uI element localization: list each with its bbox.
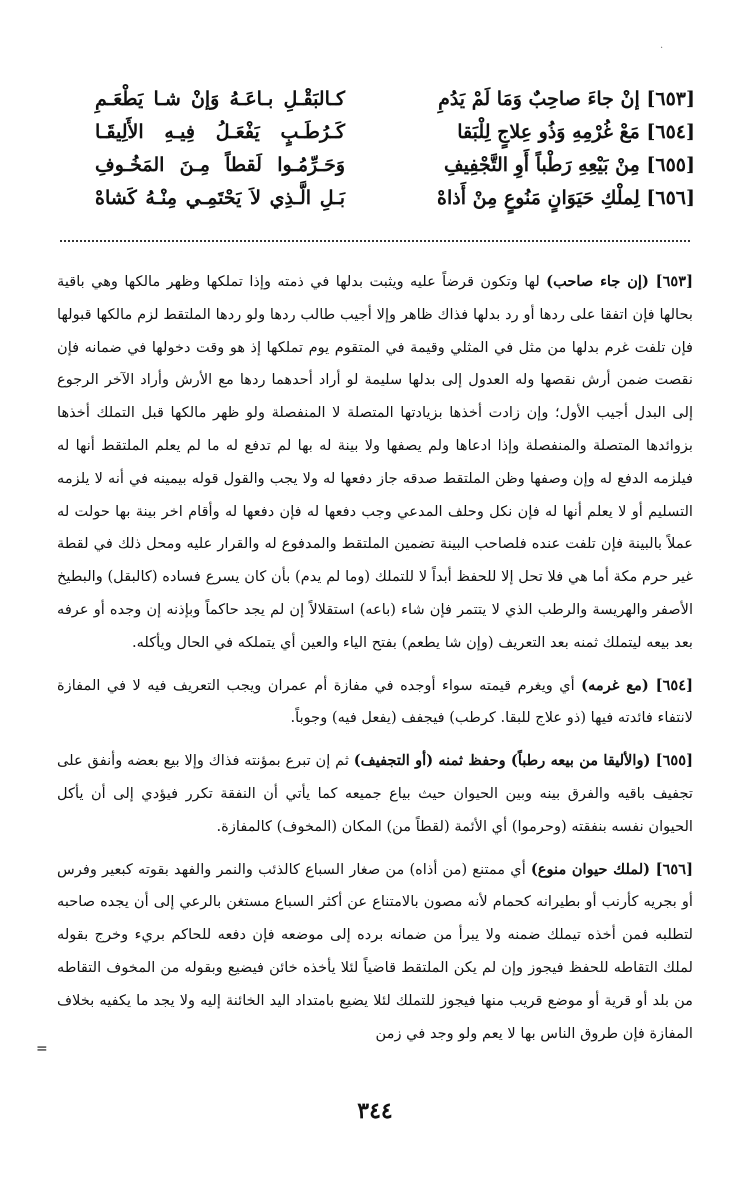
verse-second-hemistich: كـالبَقْـلِ بـاعَـهُ وَإنْ شـا يَطْعَـمِ bbox=[95, 87, 345, 110]
verse-line bbox=[95, 148, 695, 181]
commentary-block bbox=[57, 266, 693, 1050]
verse-second-hemistich: بَـلِ الَّـذِي لاَ يَحْتَمِـي مِنْـهُ كَشاهْ bbox=[95, 186, 345, 209]
commentary-paragraph bbox=[57, 745, 693, 843]
commentary-paragraph bbox=[57, 670, 693, 736]
verse-first-hemistich: [٦٥٣] إنْ جاءَ صاحِبٌ وَمَا لَمْ يَدُمِ bbox=[438, 87, 695, 110]
page-number: ٣٤٤ bbox=[357, 1098, 393, 1124]
commentary-paragraph bbox=[57, 854, 693, 1051]
verse-second-hemistich: كَـرُطَـبٍ يَفْعَـلُ فِيـهِ الأَلِيقَـا bbox=[95, 120, 345, 143]
verse-line bbox=[95, 115, 695, 148]
verse-first-hemistich: [٦٥٦] لِملْكِ حَيَوَانٍ مَنُوعٍ مِنْ أَذاهْ bbox=[437, 186, 695, 209]
paragraph-heading: [٦٥٥] (والأليقا من بيعه رطباً) وحفظ ثمنه (أو التجفيف) bbox=[353, 752, 693, 770]
commentary-paragraph bbox=[57, 266, 693, 660]
paragraph-text: لها وتكون قرضاً عليه ويثبت بدلها في ذمته وإذا تملكها وظهر مالكها وهي باقية بحالها فإن اتفقا على ردها أو رد بدلها فذاك ظاهر وإلا أجيب طالب ردها ولو ردها الملتقط لزم مالكها قبولها فإن تلفت غرم بدلها من مثل في المثلي وقيمة في المتقوم يوم تملكها إذ هو وقت دخولها في ضمانه فإن نقصت ضمن أرش نقصها وله العدول إلى بدلها سليمة لو أراد أحدهما ردها مع الأرش وأراد الآخر الرجوع إلى البدل أجيب الأول؛ وإن زادت أخذها بزيادتها المتصلة لا المنفصلة ولو ظهر مالكها قبل التملك أخذها بزوائدها المتصلة والمنفصلة وإذا ادعاها ولم يصفها ولا بينة له بها لم تدفع له ما لم يعلم الملتقط أنها له فيلزمه الدفع له وإن وصفها وظن الملتقط صدقه جاز دفعها له ولا يجب والقول قوله بيمينه في أنه لا يلزمه التسليم أو لا يعلم أنها له فإن نكل وحلف المدعي وجب دفعها له فإن دفعها له وأقام اخر بينة بها حولت له عملاً بالبينة فإن تلفت عنده فلصاحب البينة تضمين الملتقط والمدفوع له والقرار عليه ومحل ذلك في لقطة غير حرم مكة أما هي فلا تحل إلا للحفظ أبداً لا للتملك (وما لم يدم) بأن كان يسرع فساده (كالبقل) والبطيخ الأصفر والهريسة والرطب الذي لا يتتمر فإن شاء (باعه) استقلالاً إن لم يجد حاكماً وبإذنه إن وجده أو عرفه بعد بيعه ليتملك ثمنه بعد التعريف (وإن شا يطعم) بفتح الياء والعين أي يتملكه في الحال ويأكله. bbox=[57, 273, 693, 651]
poem-block bbox=[95, 82, 695, 214]
verse-first-hemistich: [٦٥٥] مِنْ بَيْعِهِ رَطْباً أَوِ التَّجْفِيفِ bbox=[443, 153, 695, 176]
dotted-separator bbox=[60, 240, 690, 242]
paragraph-text: أي ممتنع (من أذاه) من صغار السباع كالذئب والنمر والفهد بقوته كبعير وفرس أو بجريه كأرنب أو بطيرانه كحمام لأنه مصون بالامتناع عن أكثر السباع مستغن بالرعي إلى أن يجده صاحبه لتطلبه فمن أخذه تيملك ضمنه ولا يبرأ من ضمانه برده إلى موضعه فإن دفعه للحاكم بريء وخرج بقوله لملك التقاطه للحفظ فيجوز وإن لم يكن الملتقط قاضياً لئلا يأخذه خائن فيضيع وبقوله من المخوف التقاطه من بلد أو قرية أو موضع قريب منها فيجوز للتملك لئلا يضيع بامتداد اليد الخائنة إليه ولا يجد ما يكفيه بخلاف المفازة فإن طروق الناس بها لا يعم ولو وجد في زمن bbox=[57, 860, 693, 1042]
verse-line bbox=[95, 181, 695, 214]
paragraph-text: ثم إن تبرع بمؤنته فذاك وإلا بيع بعضه وأنفق على تجفيف باقيه والفرق بينه وبين الحيوان حيث بياع جميعه كما يأتي أن النفقة تكرر فيؤدي إلى أن يأكل الحيوان نفسه بنفقته (وحرموا) أي الأئمة (لقطاً من) المكان (المخوف) كالمفازة. bbox=[57, 752, 693, 835]
corner-mark: . bbox=[660, 40, 664, 51]
paragraph-heading: [٦٥٣] (إن جاء صاحب) bbox=[546, 273, 693, 290]
paragraph-heading: [٦٥٤] (مع غرمه) bbox=[581, 676, 693, 694]
verse-second-hemistich: وَحَـرِّمُـوا لَقطاً مِـنَ المَخُـوفِ bbox=[95, 153, 345, 176]
verse-first-hemistich: [٦٥٤] مَعْ غُرْمِهِ وَذُو عِلاجٍ لِلْبَقا bbox=[457, 120, 695, 143]
continuation-mark: = bbox=[36, 1041, 48, 1057]
paragraph-text: أي ويغرم قيمته سواء أوجده في مفازة أم عمران ويجب التعريف فيه لا في المفازة لانتفاء فائدته فيها (ذو علاج للبقا. كرطب) فيجفف (يفعل فيه) وجوباً. bbox=[57, 676, 693, 727]
verse-line bbox=[95, 82, 695, 115]
paragraph-heading: [٦٥٦] (لملك حيوان منوع) bbox=[530, 860, 693, 878]
